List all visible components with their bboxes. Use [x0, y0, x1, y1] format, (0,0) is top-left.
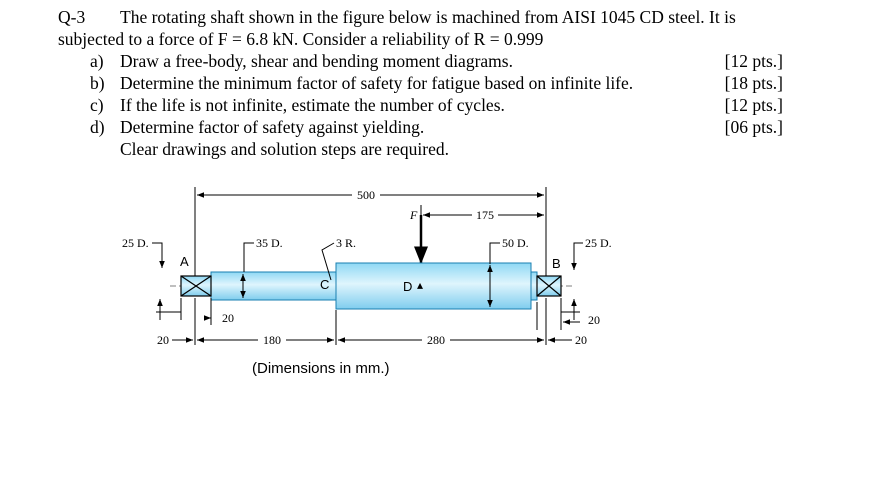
dimension-20-right2-label: 20: [575, 333, 587, 347]
dimension-180-label: 180: [263, 333, 281, 347]
item-text: If the life is not infinite, estimate the number of cycles.: [120, 95, 505, 115]
dimension-20-right-label: 20: [588, 313, 600, 327]
dimension-280-label: 280: [427, 333, 445, 347]
dia-left-bearing-leader: [152, 243, 162, 268]
dia-35-leader: [244, 243, 254, 272]
dia-right-bearing-leader: [574, 243, 583, 270]
dia-50-leader: [490, 243, 500, 264]
shaft-50d-section: [336, 263, 531, 309]
dimension-175-label: 175: [476, 208, 494, 222]
shaft-35d-section: [211, 272, 336, 300]
figure-caption: (Dimensions in mm.): [252, 360, 390, 377]
dia-right-bearing-label: 25 D.: [585, 236, 612, 250]
point-c-label: C: [320, 277, 330, 292]
item-points: [18 pts.]: [724, 73, 783, 93]
dia-50-label: 50 D.: [502, 236, 529, 250]
item-letter: a): [90, 51, 104, 71]
dia-35-label: 35 D.: [256, 236, 283, 250]
dimension-20-a-label: 20: [222, 311, 234, 325]
dia-left-bearing-label: 25 D.: [122, 236, 149, 250]
item-points: [12 pts.]: [724, 95, 783, 115]
item-text: Draw a free-body, shear and bending moment diagrams.: [120, 51, 513, 71]
item-letter: c): [90, 95, 104, 115]
item-letter: d): [90, 117, 105, 137]
item-text: Determine factor of safety against yielding.: [120, 117, 425, 137]
item-points: [12 pts.]: [724, 51, 783, 71]
dimension-500-label: 500: [357, 188, 375, 202]
radius-3-label: 3 R.: [336, 236, 357, 250]
question-number: Q-3: [58, 7, 86, 27]
question-intro: The rotating shaft shown in the figure below is machined from AISI 1045 CD steel. It is: [120, 7, 736, 27]
point-d-label: D: [403, 279, 413, 294]
point-a-label: A: [180, 254, 189, 269]
force-label: F: [410, 208, 418, 222]
item-letter: b): [90, 73, 105, 93]
shaft-shoulder-right: [531, 272, 537, 300]
item-text: Determine the minimum factor of safety for fatigue based on infinite life.: [120, 73, 634, 93]
point-d-marker: ▴: [417, 278, 424, 292]
item-points: [06 pts.]: [724, 117, 783, 137]
question-note: Clear drawings and solution steps are required.: [120, 139, 450, 159]
question-load-statement: subjected to a force of F = 6.8 kN. Consider a reliability of R = 0.999: [58, 29, 544, 49]
dimension-20-left-label: 20: [157, 333, 169, 347]
point-b-label: B: [552, 256, 561, 271]
